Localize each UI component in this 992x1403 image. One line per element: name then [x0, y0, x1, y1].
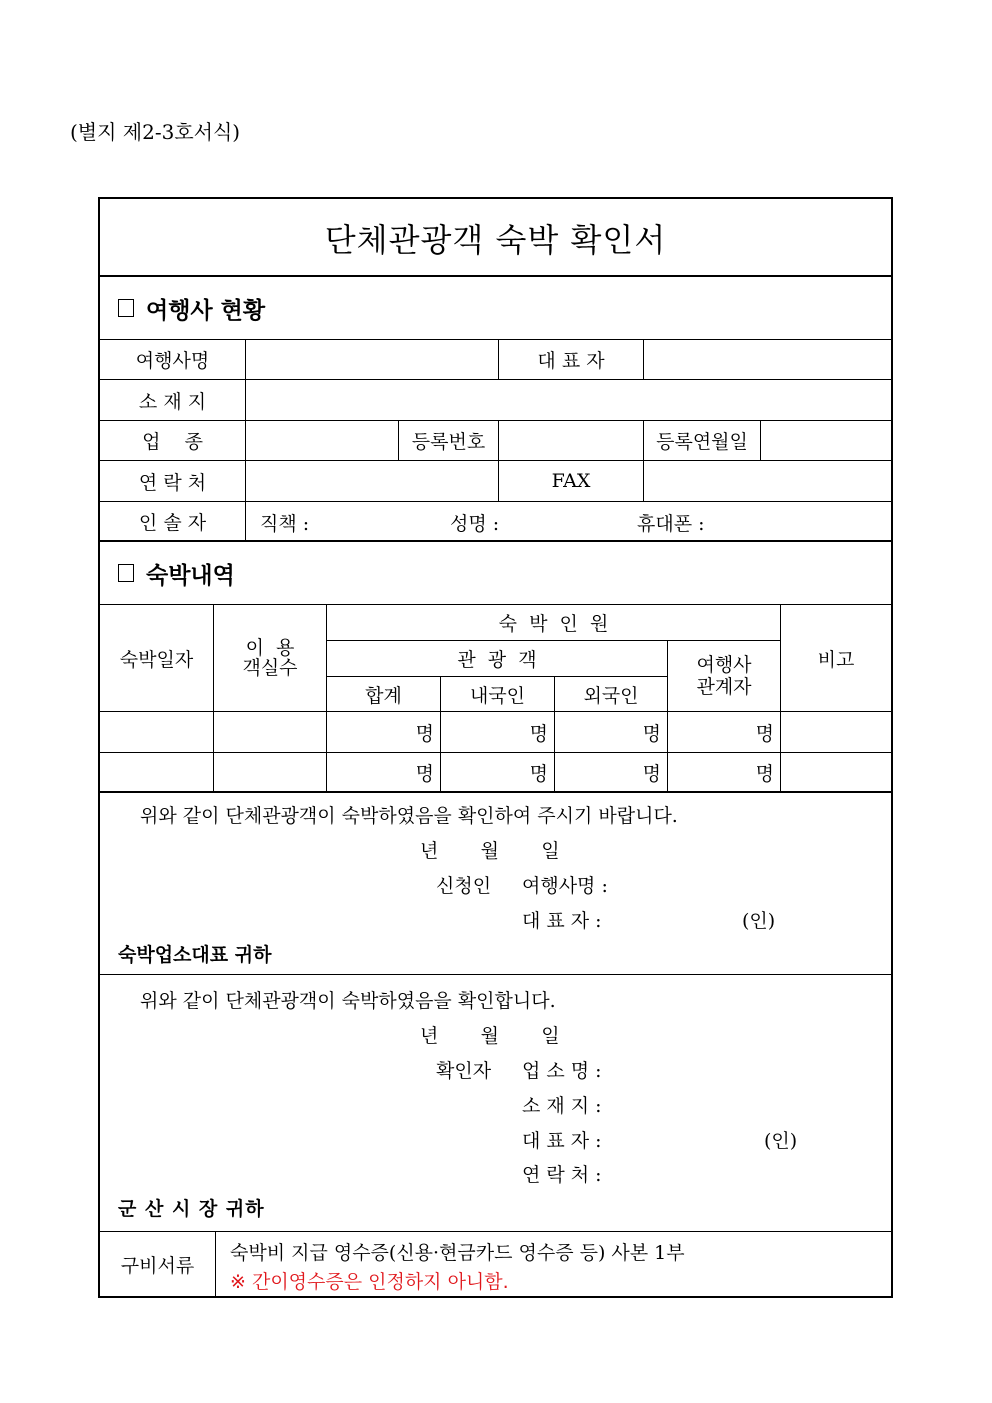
- confirmer-representative-label: 대 표 자 :: [522, 1130, 602, 1152]
- header-agency-staff: [668, 641, 780, 711]
- form-title: 단체관광객 숙박 확인서: [324, 220, 667, 259]
- confirmation-statement: 위와 같이 단체관광객이 숙박하였음을 확인합니다.: [140, 990, 556, 1012]
- label-registration-no: 등록번호: [411, 431, 486, 453]
- request-addressee: 숙박업소대표 귀하: [118, 944, 272, 966]
- row2-remarks-field[interactable]: [781, 753, 891, 791]
- label-agency-name: 여행사명: [135, 350, 210, 372]
- documents-requirement: 숙박비 지급 영수증(신용·현금카드 영수증 등) 사본 1부: [230, 1242, 685, 1264]
- header-date: 숙박일자: [119, 648, 194, 671]
- section-lodging-title: 숙박내역: [146, 562, 235, 589]
- escort-position-label: 직책 :: [260, 513, 310, 535]
- row2-foreign-field[interactable]: [555, 753, 667, 791]
- label-escort: 인 솔 자: [138, 511, 207, 534]
- confirmer-seal: (인): [764, 1130, 798, 1152]
- unit-label: 명: [755, 762, 774, 785]
- header-rooms-line2: 객실수: [242, 657, 298, 679]
- unit-label: 명: [415, 722, 434, 745]
- row1-domestic-field[interactable]: [441, 712, 554, 752]
- row2-total-field[interactable]: [327, 753, 440, 791]
- divider: [215, 1231, 216, 1297]
- unit-label: 명: [529, 762, 548, 785]
- location-field[interactable]: [246, 380, 891, 420]
- header-agency-staff-line1: 여행사: [696, 654, 752, 676]
- confirmation-addressee: 군 산 시 장 귀하: [118, 1198, 265, 1220]
- row1-remarks-field[interactable]: [781, 712, 891, 752]
- row2-domestic-field[interactable]: [441, 753, 554, 791]
- applicant-agency-name-label: 여행사명 :: [522, 875, 608, 897]
- form-number-label: (별지 제2-3호서식): [70, 120, 241, 144]
- confirmer-location-label: 소 재 지 :: [522, 1095, 602, 1117]
- unit-label: 명: [642, 722, 661, 745]
- applicant-seal: (인): [742, 910, 776, 932]
- row2-rooms-field[interactable]: [214, 753, 326, 791]
- divider: [98, 1231, 893, 1232]
- row1-rooms-field[interactable]: [214, 712, 326, 752]
- header-rooms-line1: 이 용: [245, 637, 295, 659]
- row2-staff-field[interactable]: [668, 753, 780, 791]
- contact-field[interactable]: [246, 461, 498, 501]
- section-agency-heading: [100, 277, 891, 339]
- business-type-field[interactable]: [246, 421, 398, 460]
- unit-label: 명: [642, 762, 661, 785]
- label-representative: 대 표 자: [537, 350, 605, 372]
- header-agency-staff-line2: 관계자: [696, 676, 752, 698]
- label-location: 소 재 지: [138, 390, 207, 413]
- fax-field[interactable]: [644, 461, 891, 501]
- documents-label: 구비서류: [120, 1254, 195, 1277]
- divider: [98, 791, 893, 793]
- applicant-label: 신청인: [436, 875, 492, 897]
- escort-mobile-label: 휴대폰 :: [637, 513, 705, 535]
- header-total: 합계: [365, 684, 402, 707]
- header-foreign: 외국인: [583, 684, 639, 707]
- escort-name-label: 성명 :: [450, 513, 500, 535]
- divider: [98, 974, 893, 975]
- label-business-type: 업 종: [142, 431, 203, 453]
- header-domestic: 내국인: [469, 684, 526, 707]
- confirmation-date-line: 년 월 일: [420, 1025, 560, 1047]
- representative-field[interactable]: [644, 340, 891, 379]
- header-tourists: 관 광 객: [457, 649, 537, 671]
- label-contact: 연 락 처: [138, 471, 207, 494]
- row1-staff-field[interactable]: [668, 712, 780, 752]
- label-registration-date: 등록연월일: [656, 431, 748, 453]
- unit-label: 명: [755, 722, 774, 745]
- request-statement: 위와 같이 단체관광객이 숙박하였음을 확인하여 주시기 바랍니다.: [140, 805, 678, 827]
- header-guests: 숙 박 인 원: [498, 613, 609, 635]
- section-lodging-heading: [100, 542, 891, 604]
- label-fax: FAX: [551, 470, 591, 492]
- row2-date-field[interactable]: [100, 753, 213, 791]
- registration-no-field[interactable]: [499, 421, 643, 460]
- request-date-line: 년 월 일: [420, 840, 560, 862]
- checkbox-icon: [118, 299, 134, 317]
- header-remarks: 비고: [817, 648, 855, 671]
- row1-foreign-field[interactable]: [555, 712, 667, 752]
- section-agency-title: 여행사 현황: [146, 297, 266, 324]
- unit-label: 명: [415, 762, 434, 785]
- agency-name-field[interactable]: [246, 340, 498, 379]
- confirmer-business-name-label: 업 소 명 :: [522, 1060, 602, 1082]
- applicant-representative-label: 대 표 자 :: [522, 910, 602, 932]
- checkbox-icon: [118, 564, 134, 582]
- header-rooms: [214, 605, 326, 711]
- row1-total-field[interactable]: [327, 712, 440, 752]
- documents-note: ※ 간이영수증은 인정하지 아니함.: [230, 1271, 509, 1293]
- registration-date-field[interactable]: [761, 421, 891, 460]
- unit-label: 명: [529, 722, 548, 745]
- confirmer-label: 확인자: [436, 1060, 492, 1082]
- row1-date-field[interactable]: [100, 712, 213, 752]
- confirmer-contact-label: 연 락 처 :: [522, 1164, 602, 1186]
